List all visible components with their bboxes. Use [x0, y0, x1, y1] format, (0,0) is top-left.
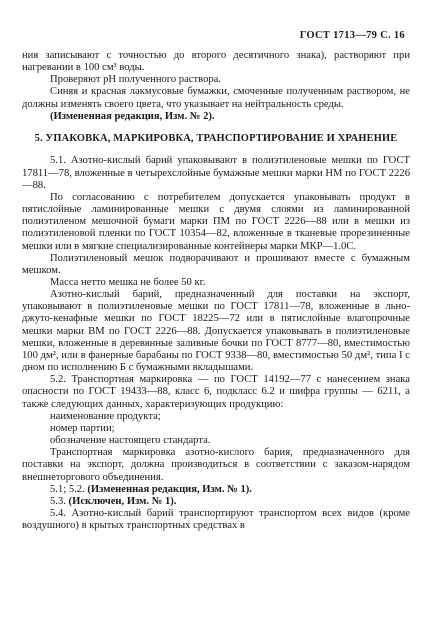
paragraph: Азотно-кислый барий, предназначенный для поставки на экспорт, упаковывают в полиэтиленовые мешки по ГОСТ 17811—78, вложенные в льно-джуто-кенафные мешки по ГОСТ 18225—72 или в пятислойные влагопрочные мешки марки ВМ по ГОСТ 2226—88. Допускается упаковывать в полиэтиленовые мешки, вложенные в деревянные заливные бочки по ГОСТ 8777—80, вместимостью 100 дм², или в фанерные барабаны по ГОСТ 9338—80, вместимостью 50 дм², типа I с дном по исполнению Б с бумажными вкладышами.: [22, 289, 410, 374]
amendment-text: (Измененная редакция, Изм. № 1).: [87, 483, 252, 495]
document-body: [22, 50, 410, 532]
paragraph: Масса нетто мешка не более 50 кг.: [50, 277, 206, 288]
paragraph: 5.4. Азотно-кислый барий транспортируют транспортом всех видов (кроме воздушного) в крытых транспортных средствах в: [22, 507, 410, 532]
paragraph: 5.2. Транспортная маркировка — по ГОСТ 14192—77 с нанесением знака опасности по ГОСТ 19433—88, класс 6, подкласс 6.2 и шифра группы — 6211, а также следующих данных, характеризующих продукцию:: [22, 374, 410, 410]
page-header: ГОСТ 1713—79 С. 16: [299, 30, 405, 41]
clause-ref: 5.1; 5.2.: [50, 483, 88, 495]
paragraph: По согласованию с потребителем допускается упаковывать продукт в пятислойные ламинированные мешки с двумя слоями из ламинированной полиэтиленом мешочной бумаги марки ПМ по ГОСТ 2226—88 или в мешки из полиэтиленовой пленки по ГОСТ 10354—82, вложенные в тканевые прорезиненные мешки или в мягкие специализированные контейнеры марки МКР—1.0С.: [22, 191, 410, 252]
paragraph: Синяя и красная лакмусовые бумажки, смоченные полученным раствором, не должны изменять своего цвета, что указывает на нейтральность среды.: [22, 86, 410, 110]
paragraph: Полиэтиленовый мешок подворачивают и прошивают вместе с бумажным мешком.: [22, 252, 410, 276]
amendment-text: (Исключен, Изм. № 1).: [68, 495, 177, 507]
paragraph: 5.1. Азотно-кислый барий упаковывают в полиэтиленовые мешки по ГОСТ 17811—78, вложенные в четырехслойные бумажные мешки марки НМ по ГОСТ 2226—88.: [22, 155, 410, 191]
section-heading: 5. УПАКОВКА, МАРКИРОВКА, ТРАНСПОРТИРОВАНИЕ И ХРАНЕНИЕ: [34, 132, 398, 144]
amendment-note: [22, 484, 410, 496]
list-item: наименование продукта;: [50, 410, 161, 422]
paragraph: Проверяют pH полученного раствора.: [50, 74, 222, 86]
list-item: номер партии;: [50, 422, 115, 434]
clause-ref: 5.3.: [50, 495, 69, 507]
paragraph: Транспортная маркировка азотно-кислого бария, предназначенного для поставки на экспорт, должна производиться в соответствии с заказом-нарядом внешнеторгового объединения.: [22, 447, 410, 483]
amendment-note: [22, 496, 410, 508]
paragraph: ния записывают с точностью до второго десятичного знака), растворяют при нагревании в 100 см³ воды.: [22, 50, 410, 74]
amendment-note: (Измененная редакция, Изм. № 2).: [50, 110, 215, 122]
list-item: обозначение настоящего стандарта.: [50, 435, 211, 447]
